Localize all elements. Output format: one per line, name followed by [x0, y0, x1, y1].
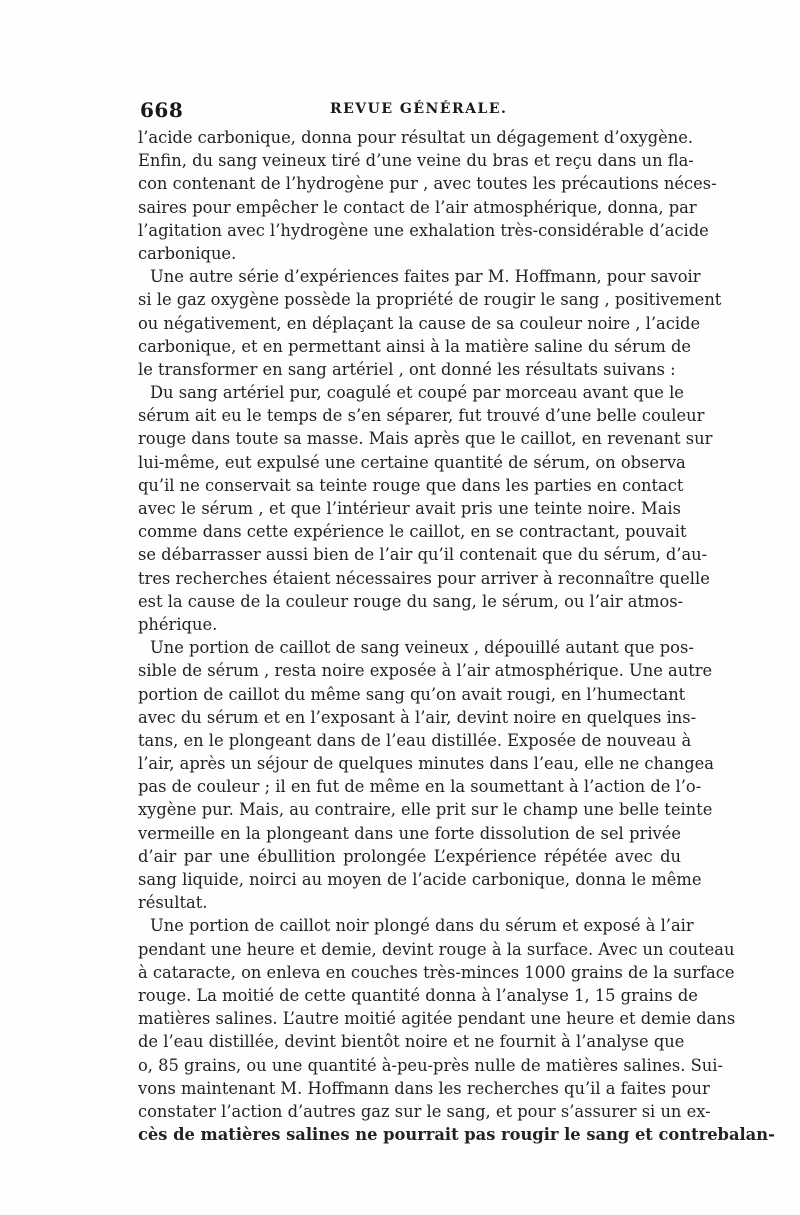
- text-line: con contenant de l’hydrogène pur , avec toutes les précautions néces-: [138, 174, 717, 194]
- text-line: Du sang artériel pur, coagulé et coupé par morceau avant que le: [150, 383, 684, 403]
- text-line: ou négativement, en déplaçant la cause de sa couleur noire , l’acide: [138, 313, 701, 333]
- text-line: comme dans cette expérience le caillot, en se contractant, pouvait: [138, 522, 687, 542]
- text-line: pendant une heure et demie, devint rouge à la surface. Avec un couteau: [138, 939, 735, 959]
- text-line: o, 85 grains, ou une quantité à-peu-près nulle de matières salines. Sui-: [138, 1055, 723, 1075]
- text-line: si le gaz oxygène possède la propriété de rougir le sang , positivement: [138, 290, 722, 310]
- text-line: est la cause de la couleur rouge du sang, le sérum, ou l’air atmos-: [138, 591, 684, 611]
- text-line: tans, en le plongeant dans de l’eau distillée. Exposée de nouveau à: [138, 730, 692, 750]
- text-line: Une portion de caillot noir plongé dans du sérum et exposé à l’air: [150, 916, 694, 936]
- text-line: cès de matières salines ne pourrait pas rougir le sang et contrebalan-: [138, 1125, 775, 1145]
- page-number: 668: [140, 98, 184, 122]
- text-line: xygène pur. Mais, au contraire, elle prit sur le champ une belle teinte: [138, 800, 713, 820]
- text-line: sérum ait eu le temps de s’en séparer, fut trouvé d’une belle couleur: [138, 406, 705, 426]
- text-line: carbonique, et en permettant ainsi à la matière saline du sérum de: [138, 336, 691, 356]
- text-line: vons maintenant M. Hoffmann dans les recherches qu’il a faites pour: [138, 1078, 710, 1098]
- text-line: l’agitation avec l’hydrogène une exhalation très-considérable d’acide: [138, 220, 709, 240]
- text-line: saires pour empêcher le contact de l’air atmosphérique, donna, par: [138, 197, 697, 217]
- text-line: phérique.: [138, 614, 218, 634]
- text-line: matières salines. L’autre moitié agitée pendant une heure et demie dans: [138, 1009, 736, 1029]
- text-line: résultat.: [138, 893, 208, 913]
- running-title: REVUE GÉNÉRALE.: [330, 101, 508, 117]
- text-line: d’air par une ébullition prolongée L’expérience répétée avec du: [138, 846, 681, 866]
- page-header: [140, 98, 680, 124]
- text-line: rouge. La moitié de cette quantité donna à l’analyse 1, 15 grains de: [138, 985, 698, 1005]
- text-line: l’air, après un séjour de quelques minutes dans l’eau, elle ne changea: [138, 754, 714, 774]
- text-line: sang liquide, noirci au moyen de l’acide carbonique, donna le même: [138, 870, 702, 889]
- text-line: avec du sérum et en l’exposant à l’air, devint noire en quelques ins-: [138, 707, 697, 727]
- text-line: qu’il ne conservait sa teinte rouge que dans les parties en contact: [138, 475, 684, 495]
- text-line: lui-même, eut expulsé une certaine quantité de sérum, on observa: [138, 452, 686, 472]
- text-line: l’acide carbonique, donna pour résultat un dégagement d’oxygène.: [138, 128, 694, 147]
- body-text: [138, 126, 775, 1146]
- text-line: carbonique.: [138, 243, 237, 263]
- text-line: constater l’action d’autres gaz sur le sang, et pour s’assurer si un ex-: [138, 1101, 711, 1121]
- text-line: Une autre série d’expériences faites par M. Hoffmann, pour savoir: [150, 267, 701, 287]
- text-line: Enfin, du sang veineux tiré d’une veine du bras et reçu dans un fla-: [138, 151, 694, 171]
- text-line: sible de sérum , resta noire exposée à l’air atmosphérique. Une autre: [138, 661, 713, 681]
- text-line: vermeille en la plongeant dans une forte dissolution de sel privée: [138, 823, 681, 843]
- text-line: portion de caillot du même sang qu’on avait rougi, en l’humectant: [138, 684, 686, 704]
- text-line: de l’eau distillée, devint bientôt noire et ne fournit à l’analyse que: [138, 1032, 685, 1052]
- text-line: à cataracte, on enleva en couches très-minces 1000 grains de la surface: [138, 962, 735, 982]
- text-line: rouge dans toute sa masse. Mais après que le caillot, en revenant sur: [138, 429, 713, 449]
- text-line: se débarrasser aussi bien de l’air qu’il contenait que du sérum, d’au-: [138, 545, 708, 565]
- text-line: le transformer en sang artériel , ont donné les résultats suivans :: [138, 359, 676, 379]
- text-line: tres recherches étaient nécessaires pour arriver à reconnaître quelle: [138, 568, 710, 588]
- text-line: Une portion de caillot de sang veineux , dépouillé autant que pos-: [150, 638, 694, 658]
- text-line: pas de couleur ; il en fut de même en la soumettant à l’action de l’o-: [138, 777, 702, 797]
- text-line: avec le sérum , et que l’intérieur avait pris une teinte noire. Mais: [138, 499, 681, 518]
